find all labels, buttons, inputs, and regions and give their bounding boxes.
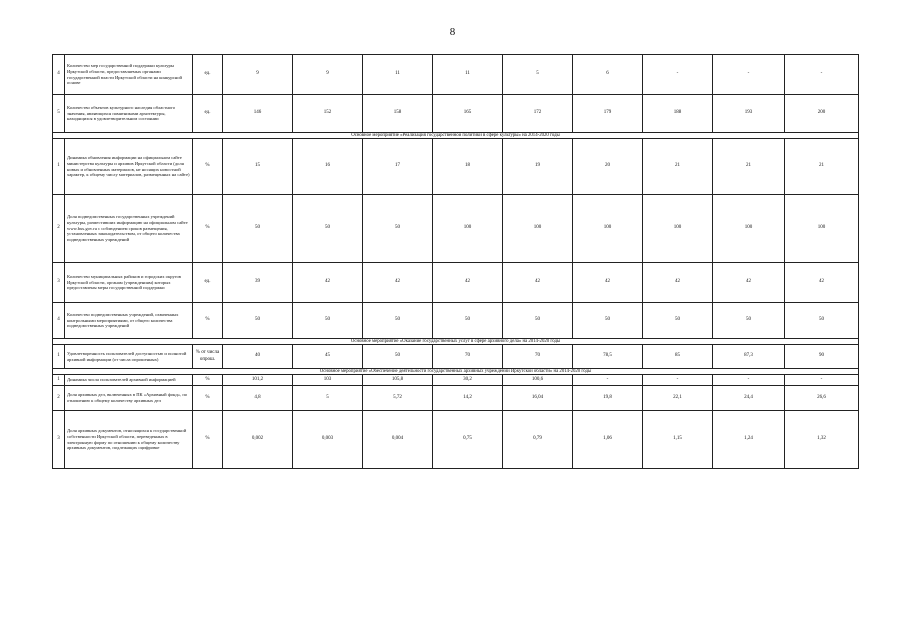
row-number-cell: 3 [53, 411, 65, 469]
table-row [53, 386, 859, 411]
value-cell: 50 [573, 303, 643, 339]
value-cell: 0,75 [433, 411, 503, 469]
value-cell: 42 [573, 263, 643, 303]
value-cell: 87,3 [713, 345, 785, 369]
value-cell: 50 [363, 345, 433, 369]
value-cell: 78,5 [573, 345, 643, 369]
section-title: Основное мероприятие «Реализация государственной политики в сфере культуры» на 2014-2020 годы [53, 133, 859, 139]
unit-cell: % [193, 386, 223, 411]
value-cell: 42 [643, 263, 713, 303]
value-cell: 18 [433, 139, 503, 195]
row-number-cell: 4 [53, 303, 65, 339]
value-cell: 101,2 [223, 375, 293, 386]
value-cell: 50 [223, 195, 293, 263]
value-cell: 50 [433, 303, 503, 339]
value-cell: 42 [713, 263, 785, 303]
indicator-description-cell: Доля архивных документов, относящихся к государственной собственности Иркутской области, переведенных в электронную форму по отношению к общему количеству архивных документов, подлежащих оцифровке [65, 411, 193, 469]
row-number-cell: 1 [53, 139, 65, 195]
indicator-description-cell: Количество подведомственных учреждений, охваченных контрольными мероприятиями, от общего количества подведомственных учреждений [65, 303, 193, 339]
table-row [53, 263, 859, 303]
page-number: 8 [449, 26, 456, 38]
value-cell: 17 [363, 139, 433, 195]
value-cell: 21 [713, 139, 785, 195]
value-cell: 70 [433, 345, 503, 369]
value-cell: 45 [293, 345, 363, 369]
value-cell: 40 [223, 345, 293, 369]
value-cell: 1,32 [785, 411, 859, 469]
value-cell: 50 [785, 303, 859, 339]
value-cell: 6 [573, 55, 643, 95]
indicator-description-cell: Количество мер государственной поддержки культуры Иркутской области, предоставляемых органами государственной власти Иркутской области на конкурсной основе [65, 55, 193, 95]
unit-cell: % [193, 375, 223, 386]
value-cell: 158 [363, 95, 433, 133]
value-cell: 146 [223, 95, 293, 133]
value-cell: 50 [503, 303, 573, 339]
section-title: Основное мероприятие «Оказание государственных услуг в сфере архивного дела» на 2014-2020 годы [53, 339, 859, 345]
value-cell: 5 [293, 386, 363, 411]
indicator-description-cell: Динамика числа пользователей архивной информацией [65, 375, 193, 386]
indicators-table [52, 54, 859, 469]
indicator-description-cell: Доля архивных дел, включенных в ПК «Архивный фонд», по отношению к общему количеству архивных дел [65, 386, 193, 411]
value-cell: 70 [503, 345, 573, 369]
value-cell: 50 [223, 303, 293, 339]
value-cell: - [785, 55, 859, 95]
value-cell: 39 [223, 263, 293, 303]
value-cell: 0,002 [223, 411, 293, 469]
value-cell: 50 [363, 303, 433, 339]
value-cell: 188 [643, 95, 713, 133]
value-cell: 200 [785, 95, 859, 133]
table-row [53, 411, 859, 469]
unit-cell: % [193, 411, 223, 469]
value-cell: 19 [503, 139, 573, 195]
value-cell: 50 [293, 195, 363, 263]
value-cell: 5,72 [363, 386, 433, 411]
value-cell: 19,8 [573, 386, 643, 411]
value-cell: 50 [363, 195, 433, 263]
value-cell: - [713, 375, 785, 386]
value-cell: 100,6 [503, 375, 573, 386]
row-number-cell: 1 [53, 375, 65, 386]
row-number-cell: 3 [53, 263, 65, 303]
value-cell: 1,15 [643, 411, 713, 469]
value-cell: 42 [503, 263, 573, 303]
unit-cell: % [193, 303, 223, 339]
indicator-description-cell: Количество объектов культурного наследия областного значения, являющихся памятниками архитектуры, находящихся в удовлетворительном состоянии [65, 95, 193, 133]
value-cell: - [713, 55, 785, 95]
unit-cell: ед. [193, 95, 223, 133]
value-cell: 105,8 [363, 375, 433, 386]
table-row [53, 345, 859, 369]
value-cell: 0,004 [363, 411, 433, 469]
value-cell: 100 [785, 195, 859, 263]
value-cell: 42 [785, 263, 859, 303]
value-cell: - [785, 375, 859, 386]
value-cell: 50 [713, 303, 785, 339]
unit-cell: % от числа опрош. [193, 345, 223, 369]
row-number-cell: 2 [53, 386, 65, 411]
value-cell: 90 [785, 345, 859, 369]
table-row [53, 303, 859, 339]
value-cell: - [643, 375, 713, 386]
value-cell: 5 [503, 55, 573, 95]
value-cell: 165 [433, 95, 503, 133]
unit-cell: ед. [193, 263, 223, 303]
value-cell: 152 [293, 95, 363, 133]
value-cell: 15 [223, 139, 293, 195]
value-cell: 85 [643, 345, 713, 369]
value-cell: 100 [503, 195, 573, 263]
value-cell: 100 [433, 195, 503, 263]
value-cell: 11 [363, 55, 433, 95]
value-cell: 179 [573, 95, 643, 133]
value-cell: 42 [433, 263, 503, 303]
value-cell: 24,4 [713, 386, 785, 411]
value-cell: 9 [293, 55, 363, 95]
value-cell: 100 [643, 195, 713, 263]
table-row [53, 139, 859, 195]
value-cell: 21 [643, 139, 713, 195]
value-cell: 0,003 [293, 411, 363, 469]
unit-cell: % [193, 195, 223, 263]
table-row [53, 375, 859, 386]
value-cell: 42 [363, 263, 433, 303]
value-cell: 4,8 [223, 386, 293, 411]
value-cell: 193 [713, 95, 785, 133]
table-row [53, 55, 859, 95]
unit-cell: % [193, 139, 223, 195]
value-cell: 9 [223, 55, 293, 95]
value-cell: 21 [785, 139, 859, 195]
value-cell: 11 [433, 55, 503, 95]
table-row [53, 95, 859, 133]
value-cell: 50 [293, 303, 363, 339]
value-cell: 16,04 [503, 386, 573, 411]
indicator-description-cell: Динамика обновления информации на официальном сайте министерства культуры и архивов Иркутской области (доля новых и обновленных материалов, не носящих новостной характер, к общему числу материалов, размещенных на сайте) [65, 139, 193, 195]
value-cell: 100 [573, 195, 643, 263]
value-cell: 103 [293, 375, 363, 386]
value-cell: - [643, 55, 713, 95]
value-cell: 30,2 [433, 375, 503, 386]
section-title: Основное мероприятие «Обеспечение деятельности государственных архивных учреждений Иркутской области» на 2014-2020 годы [53, 369, 859, 375]
indicator-description-cell: Удовлетворенность пользователей доступностью и полнотой архивной информации (от числа опрошенных) [65, 345, 193, 369]
value-cell: 50 [643, 303, 713, 339]
value-cell: - [573, 375, 643, 386]
value-cell: 26,6 [785, 386, 859, 411]
value-cell: 16 [293, 139, 363, 195]
value-cell: 22,1 [643, 386, 713, 411]
row-number-cell: 2 [53, 195, 65, 263]
table-row [53, 195, 859, 263]
value-cell: 0,79 [503, 411, 573, 469]
value-cell: 100 [713, 195, 785, 263]
value-cell: 1,06 [573, 411, 643, 469]
indicator-description-cell: Доля подведомственных государственных учреждений культуры, разместивших информацию на официальном сайте www.bus.gov.ru с соблюдением сроков размещения, установленных законодательством, от общего количества подведомственных учреждений [65, 195, 193, 263]
value-cell: 14,2 [433, 386, 503, 411]
row-number-cell: 4 [53, 55, 65, 95]
value-cell: 20 [573, 139, 643, 195]
row-number-cell: 5 [53, 95, 65, 133]
value-cell: 172 [503, 95, 573, 133]
value-cell: 1,24 [713, 411, 785, 469]
value-cell: 42 [293, 263, 363, 303]
row-number-cell: 1 [53, 345, 65, 369]
indicator-description-cell: Количество муниципальных районов и городских округов Иркутской области, органам (учреждениям) которых предоставлены меры государственной поддержки [65, 263, 193, 303]
unit-cell: ед. [193, 55, 223, 95]
